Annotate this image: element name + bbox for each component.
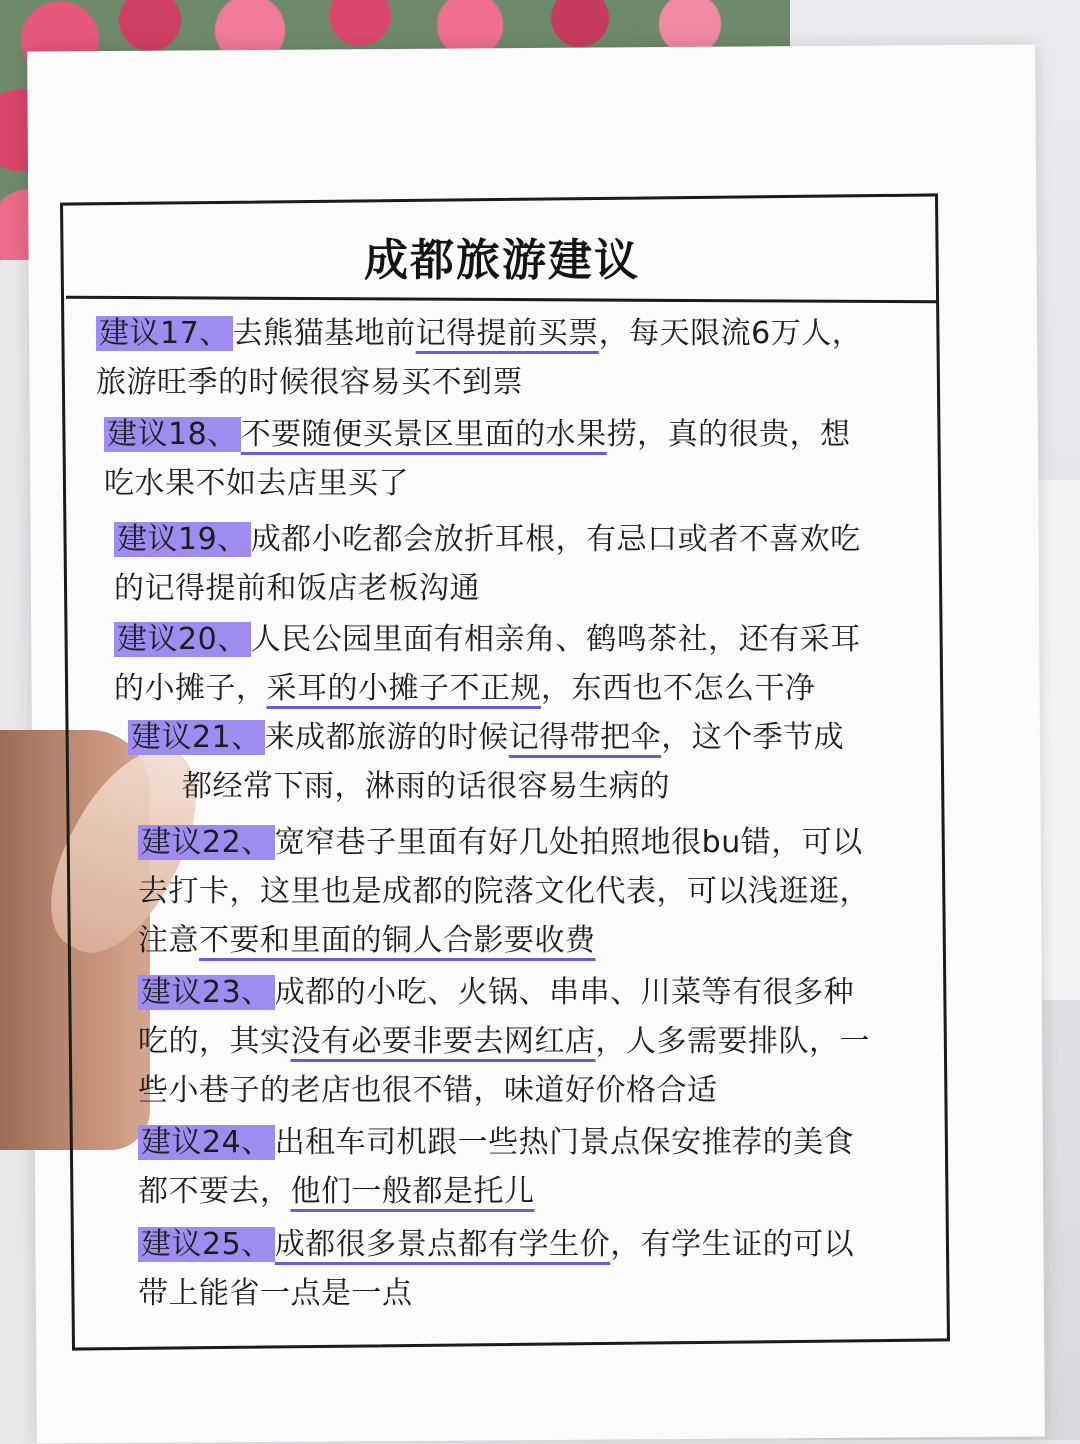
tip-tag: 建议23、 <box>138 975 275 1010</box>
tip-item-24 <box>138 1118 938 1216</box>
tip-text: 都不要去， <box>138 1174 291 1209</box>
tip-tag: 建议19、 <box>114 522 251 557</box>
tip-text: ，人多需要排队，一 <box>595 1024 870 1059</box>
tip-text: 成都的小吃、火锅、串串、川菜等有很多种 <box>274 975 855 1010</box>
tip-tag: 建议17、 <box>96 316 233 351</box>
tip-underline: 不要和里面的铜人合影要收费 <box>199 923 596 958</box>
tip-tag: 建议24、 <box>138 1125 275 1160</box>
tip-underline: 记得带把伞 <box>508 720 662 755</box>
tip-text: 出租车司机跟一些热门景点保安推荐的美食 <box>274 1125 855 1160</box>
tip-text: 都经常下雨，淋雨的话很容易生病的 <box>182 769 670 804</box>
tip-item-20 <box>114 615 944 713</box>
tip-text: 吃的，其实 <box>138 1024 291 1059</box>
tip-item-21 <box>128 713 938 811</box>
tip-underline: 采耳的小摊子不正规 <box>266 671 541 706</box>
tip-text: 的小摊子， <box>114 671 267 706</box>
tip-tag: 建议20、 <box>114 622 251 657</box>
tip-tag: 建议22、 <box>138 825 275 860</box>
tip-text: 成都小吃都会放折耳根，有忌口或者不喜欢吃 <box>250 522 861 557</box>
tip-underline: 记得提前买票 <box>415 316 599 351</box>
tip-text: 的记得提前和饭店老板沟通 <box>114 571 480 606</box>
tip-tag: 建议25、 <box>138 1227 275 1262</box>
tip-underline: 不要随便买景区里面的水果 <box>240 417 607 452</box>
tip-item-18 <box>104 410 934 508</box>
tip-text: 吃水果不如去店里买了 <box>104 466 409 501</box>
tip-tag: 建议18、 <box>104 417 241 452</box>
tip-text: 注意 <box>138 923 199 958</box>
tip-text: ，这个季节成 <box>661 720 845 755</box>
tip-text: 旅游旺季的时候很容易买不到票 <box>96 365 523 400</box>
tip-item-23 <box>138 968 938 1115</box>
tip-text: ，每天限流6万人， <box>598 316 863 351</box>
tip-text: 来成都旅游的时候 <box>264 720 509 755</box>
tip-item-22 <box>138 818 938 965</box>
tip-text: ，有学生证的可以 <box>610 1227 855 1262</box>
tip-underline: 没有必要非要去网红店 <box>290 1024 596 1059</box>
tip-underline: 成都很多景点都有学生价 <box>274 1227 611 1262</box>
tip-item-19 <box>114 515 944 613</box>
tip-text: 捞，真的很贵，想 <box>606 417 851 452</box>
tip-tag: 建议21、 <box>128 720 265 755</box>
tip-text: 去打卡，这里也是成都的院落文化代表，可以浅逛逛， <box>138 874 870 909</box>
tip-item-17 <box>96 309 936 407</box>
tip-text: 宽窄巷子里面有好几处拍照地很bu错，可以 <box>274 825 863 860</box>
tip-text: 带上能省一点是一点 <box>138 1276 413 1311</box>
tip-text: 些小巷子的老店也很不错，味道好价格合适 <box>138 1073 718 1108</box>
page-title: 成都旅游建议 <box>364 235 640 286</box>
tip-underline: 他们一般都是托儿 <box>290 1174 535 1209</box>
tip-text: ，东西也不怎么干净 <box>541 671 816 706</box>
tip-text: 去熊猫基地前 <box>232 316 416 351</box>
tip-text: 人民公园里面有相亲角、鹤鸣茶社，还有采耳 <box>250 622 861 657</box>
tip-item-25 <box>138 1220 938 1318</box>
